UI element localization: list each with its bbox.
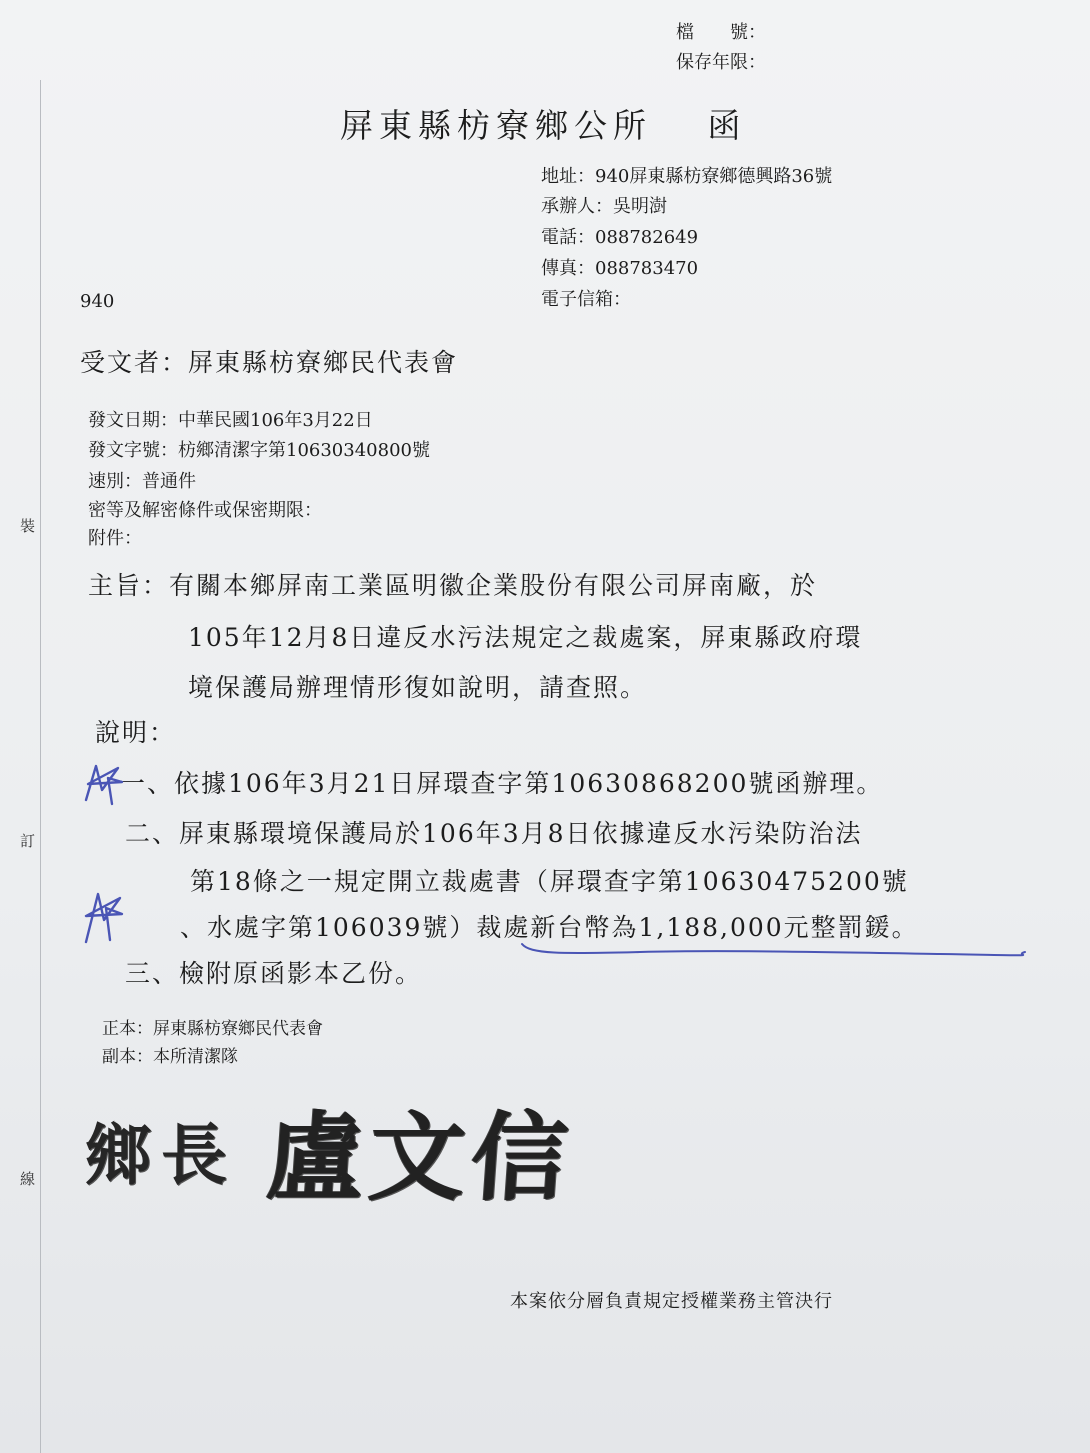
delegation-note: 本案依分層負責規定授權業務主管決行 (510, 1291, 833, 1312)
document-title: 屏東縣枋寮鄉公所 函 (340, 106, 747, 145)
issue-date: 發文日期：中華民國106年3月22日 (88, 410, 373, 431)
address-line: 地址：940屏東縣枋寮鄉德興路36號 (541, 166, 833, 187)
explanation-label: 說明： (95, 718, 177, 747)
binding-mark-xian: 線 (20, 1170, 36, 1188)
phone-line: 電話：088782649 (541, 227, 699, 248)
document-number: 發文字號：枋鄉清潔字第10630340800號 (88, 440, 430, 461)
pen-star-mark (76, 886, 126, 946)
subject-line-3: 境保護局辦理情形復如說明，請查照。 (188, 673, 648, 702)
explanation-item-2-line-1: 二、屏東縣環境保護局於106年3月8日依據違反水污染防治法 (125, 819, 863, 848)
subject-line-1: 主旨：有關本鄉屏南工業區明徽企業股份有限公司屏南廠，於 (88, 571, 818, 600)
handler-line: 承辦人：吳明澍 (541, 196, 667, 217)
pen-star-mark (78, 760, 126, 808)
subject-line-2: 105年12月8日違反水污法規定之裁處案，屏東縣政府環 (188, 623, 863, 652)
attachment-label: 附件： (88, 528, 142, 549)
copy-recipient: 副本：本所清潔隊 (102, 1047, 238, 1067)
explanation-item-3: 三、檢附原函影本乙份。 (125, 959, 423, 988)
explanation-item-2-line-3: 、水處字第106039號）裁處新台幣為1,188,000元整罰鍰。 (180, 913, 919, 942)
binding-mark-zhuang: 裝 (20, 517, 36, 535)
secrecy-level: 密等及解密條件或保密期限： (88, 500, 322, 521)
signature-title: 鄉長 (85, 1116, 237, 1194)
fax-line: 傳真：088783470 (541, 258, 699, 279)
binding-line (40, 80, 41, 1453)
speed-class: 速別：普通件 (88, 471, 196, 492)
explanation-item-2-line-2: 第18條之一規定開立裁處書（屏環查字第10630475200號 (190, 867, 909, 896)
retention-period-label: 保存年限： (676, 52, 766, 73)
email-line: 電子信箱： (541, 289, 631, 310)
explanation-item-1: 一、依據106年3月21日屏環查字第10630868200號函辦理。 (120, 769, 884, 798)
original-recipient: 正本：屏東縣枋寮鄉民代表會 (102, 1019, 323, 1039)
file-number-label: 檔 號： (676, 22, 766, 43)
recipient-line: 受文者：屏東縣枋寮鄉民代表會 (80, 348, 459, 377)
postal-code: 940 (80, 291, 115, 312)
binding-mark-ding: 訂 (20, 832, 36, 850)
pen-underline (520, 940, 1030, 966)
signature-name: 盧文信 (263, 1101, 578, 1214)
